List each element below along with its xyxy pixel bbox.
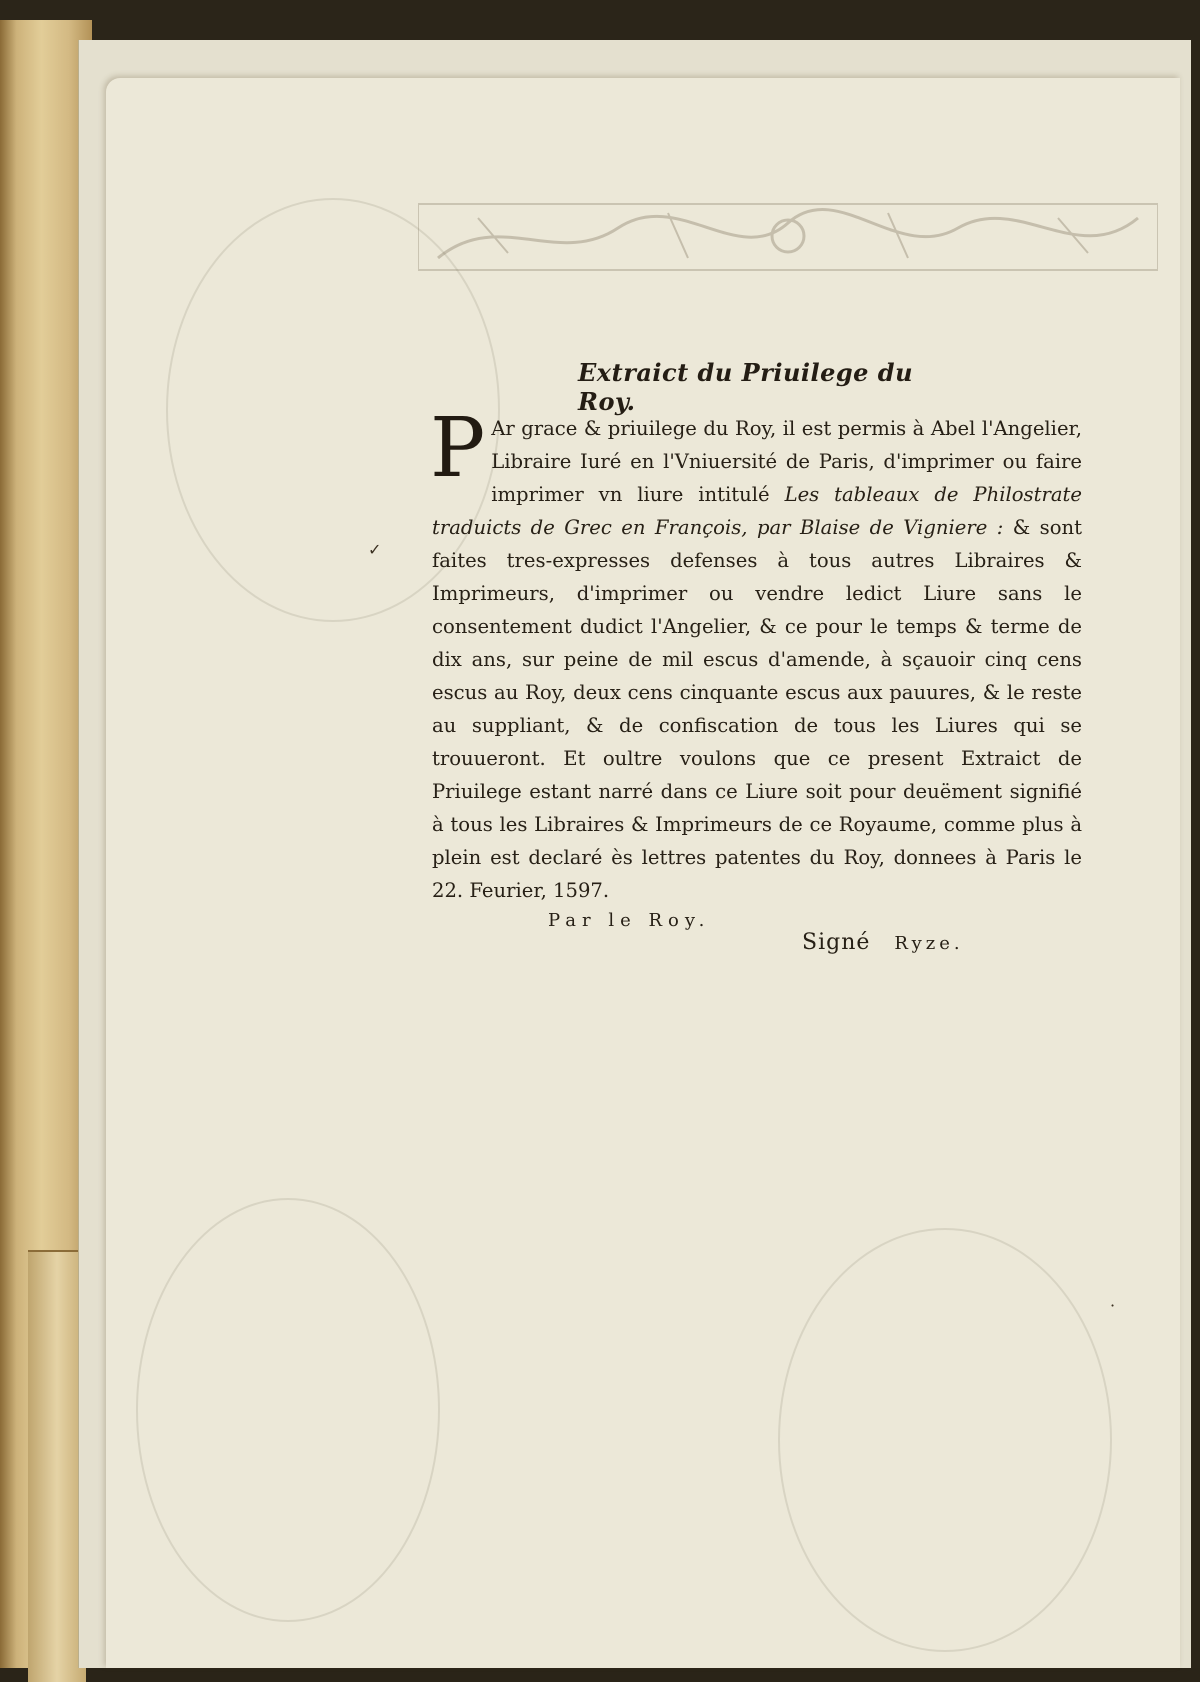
headpiece-ornament-show-through — [418, 198, 1158, 276]
body-rest-text: & sont faites tres-expresses defenses à tous autres Libraires & Imprimeurs, d'imprimer ou vendre ledict Liure sans le consentement dudict l'Angelier, & ce pour le temps & terme de dix ans, sur peine de mil escus d'amende, à sçauoir cinq cens escus au Roy, deux cens cinquante escus aux pauures, & le reste au suppliant, & de confiscation de tous les Liures qui se trouueront. Et oultre voulons que ce present Extraict de Priuilege estant narré dans ce Liure soit pour deuëment signifié à tous les Libraires & Imprimeurs de ce Royaume, comme plus à plein est declaré ès lettres patentes du Roy, donnees à Paris le 22. Feurier, 1597. — [432, 516, 1083, 902]
signatory-name: Ryze. — [894, 933, 964, 954]
privilege-heading: Extraict du Priuilege du Roy. — [578, 358, 914, 416]
margin-mark: ✓ — [368, 540, 382, 559]
body-lead-text: Ar grace & priuilege du Roy, il est permis à Abel l'Angelier, Libraire Iuré en l'Vniuersité de Paris, d'imprimer ou faire imprimer vn liure intitulé — [491, 417, 1082, 506]
book-title-italic: Les tableaux de Philostrate traduicts de Grec en François, par Blaise de Vigniere : — [432, 483, 1082, 539]
margin-mark: · — [1110, 1296, 1116, 1315]
par-le-roy: Par le Roy. — [548, 910, 711, 931]
privilege-body — [430, 401, 1083, 907]
drop-cap: P — [430, 401, 486, 496]
signe-label: Signé — [802, 930, 871, 955]
show-through-oval — [136, 1198, 440, 1622]
show-through-oval — [778, 1228, 1112, 1652]
signature-line — [802, 930, 964, 955]
